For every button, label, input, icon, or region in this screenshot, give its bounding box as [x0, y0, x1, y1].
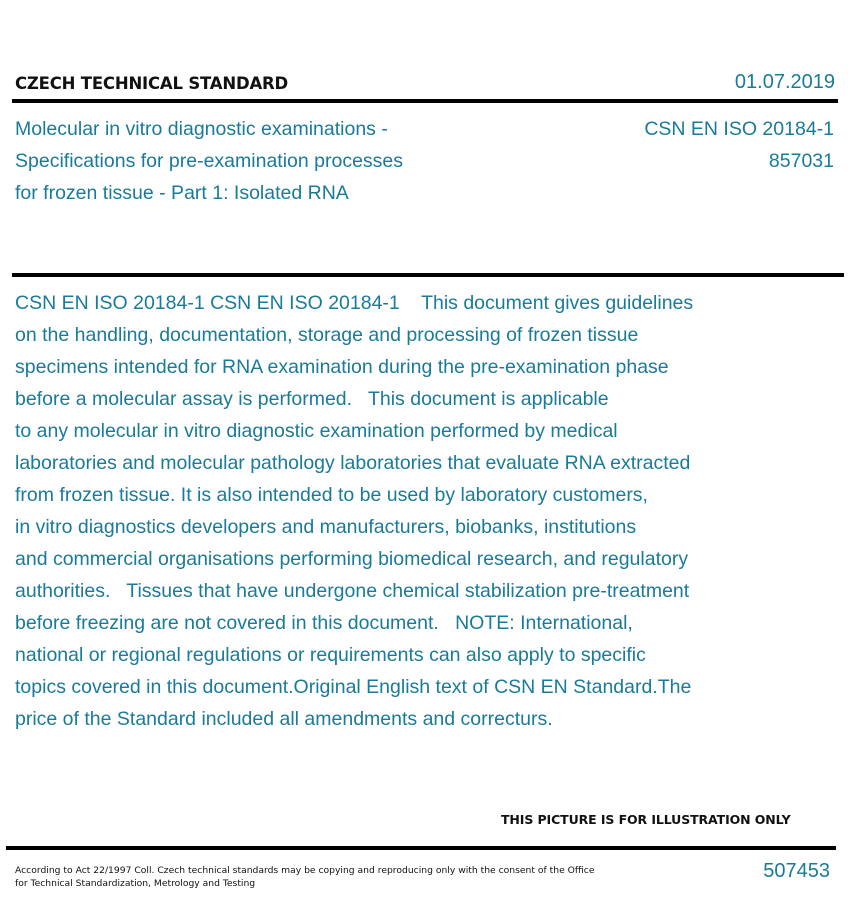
footer-divider [6, 846, 836, 850]
abstract-line: in vitro diagnostics developers and manufacturers, biobanks, institutions [15, 516, 637, 538]
abstract-line: specimens intended for RNA examination during the pre-examination phase [15, 356, 669, 378]
title-line: Specifications for pre-examination processes [15, 150, 404, 172]
abstract-line: CSN EN ISO 20184-1 CSN EN ISO 20184-1 This document gives guidelines [15, 292, 694, 314]
publication-date: 01.07.2019 [734, 71, 835, 93]
abstract-line: price of the Standard included all amendments and correcturs. [15, 708, 553, 730]
abstract-line: from frozen tissue. It is also intended to be used by laboratory customers, [15, 484, 648, 506]
abstract-line: before freezing are not covered in this document. NOTE: International, [15, 612, 633, 634]
illustration-disclaimer: THIS PICTURE IS FOR ILLUSTRATION ONLY [501, 812, 791, 827]
title-line: for frozen tissue - Part 1: Isolated RNA [15, 182, 349, 204]
abstract-line: to any molecular in vitro diagnostic examination performed by medical [15, 420, 618, 442]
legal-notice [15, 864, 595, 890]
abstract-line: topics covered in this document.Original English text of CSN EN Standard.The [15, 676, 692, 698]
abstract-line: national or regional regulations or requirements can also apply to specific [15, 644, 646, 666]
section-divider [12, 273, 844, 277]
abstract-line: and commercial organisations performing biomedical research, and regulatory [15, 548, 689, 570]
standard-identifiers [644, 113, 834, 177]
legal-notice-line: for Technical Standardization, Metrology and Testing [15, 878, 256, 889]
abstract-line: before a molecular assay is performed. This document is applicable [15, 388, 609, 410]
standard-title [15, 113, 535, 209]
classification-number: 857031 [768, 150, 834, 172]
abstract-line: authorities. Tissues that have undergone chemical stabilization pre-treatment [15, 580, 690, 602]
standard-code: CSN EN ISO 20184-1 [644, 118, 834, 140]
standard-type-label: CZECH TECHNICAL STANDARD [15, 74, 289, 93]
document-number: 507453 [763, 860, 830, 882]
legal-notice-line: According to Act 22/1997 Coll. Czech technical standards may be copying and reproducing only with the consent of the Office [15, 865, 595, 876]
standard-abstract [15, 287, 790, 735]
abstract-line: laboratories and molecular pathology laboratories that evaluate RNA extracted [15, 452, 691, 474]
header-divider [12, 99, 838, 103]
abstract-line: on the handling, documentation, storage and processing of frozen tissue [15, 324, 639, 346]
title-line: Molecular in vitro diagnostic examinations - [15, 118, 388, 140]
